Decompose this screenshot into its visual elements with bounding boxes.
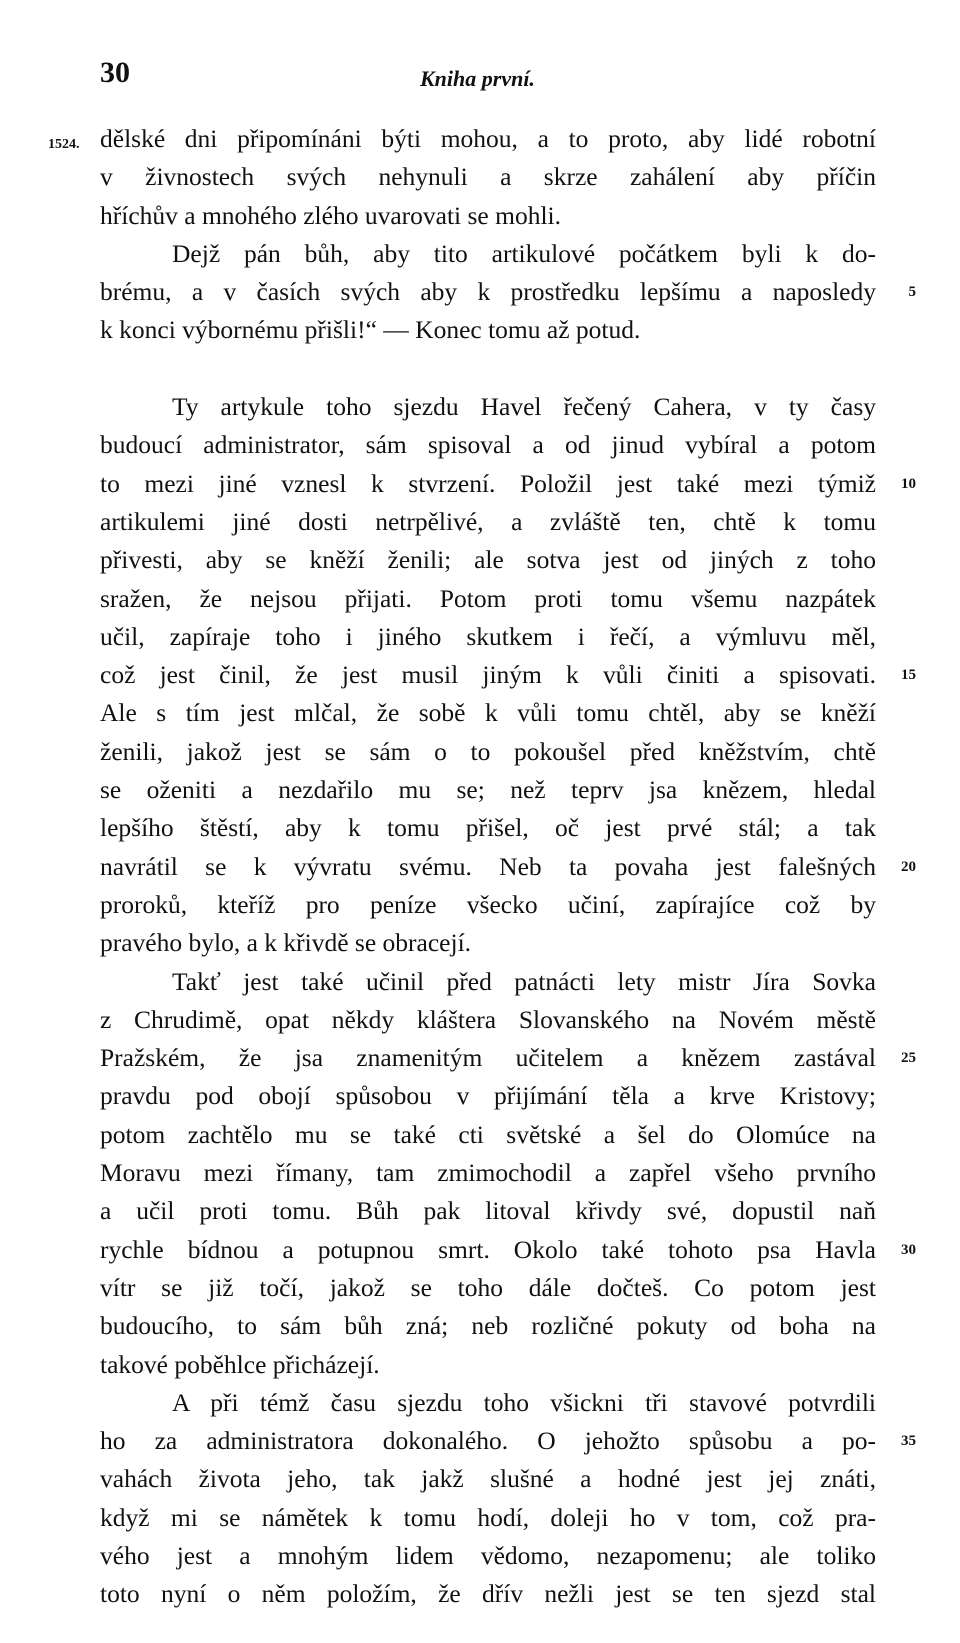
text-line — [100, 120, 876, 158]
line-text: to mezi jiné vznesl k stvrzení. Položil jest také mezi týmiž — [100, 468, 876, 498]
line-number: 25 — [901, 1050, 916, 1067]
line-text: proroků, kteříž pro peníze všecko učiní, zapírajíce což by — [100, 889, 876, 919]
margin-year: 1524. — [48, 137, 80, 152]
text-line — [100, 197, 876, 235]
text-line — [100, 656, 916, 694]
line-text: Pražském, že jsa znamenitým učitelem a knězem zastával — [100, 1043, 876, 1073]
line-text: k konci výbornému přišli!“ — Konec tomu až potud. — [100, 315, 641, 345]
text-line — [100, 541, 876, 579]
paragraph-gap — [100, 350, 876, 388]
line-text: brému, a v časích svých aby k prostředku lepšímu a naposledy — [100, 277, 876, 307]
line-text: lepšího štěstí, aby k tomu přišel, oč jest prvé stál; a tak — [100, 813, 876, 843]
line-text: A při témž času sjezdu toho všickni tři stavové potvrdili — [172, 1387, 876, 1417]
text-line — [100, 426, 876, 464]
text-line — [100, 1192, 876, 1230]
text-line — [100, 1269, 876, 1307]
line-text: potom zachtělo mu se také cti světské a šel do Olomúce na — [100, 1119, 876, 1149]
line-text: učil, zapíraje toho i jiného skutkem i řečí, a výmluvu měl, — [100, 621, 876, 651]
line-text: Moravu mezi římany, tam zmimochodil a zapřel všeho prvního — [100, 1158, 876, 1188]
line-text: dělské dni připomínáni býti mohou, a to proto, aby lidé robotní — [100, 124, 876, 153]
text-line — [100, 1422, 916, 1460]
line-text: toto nyní o něm položím, že dřív nežli jest se ten sjezd stal — [100, 1579, 876, 1609]
text-line — [100, 1231, 916, 1269]
line-text: budoucí administrator, sám spisoval a od jinud vybíral a potom — [100, 430, 876, 460]
line-text: ho za administratora dokonalého. O jehožto spůsobu a po- — [100, 1426, 876, 1456]
line-number: 30 — [901, 1241, 916, 1258]
line-text: když mi se námětek k tomu hodí, doleji ho v tom, což pra- — [100, 1502, 876, 1532]
text-line — [100, 1307, 876, 1345]
line-text: sražen, že nejsou přijati. Potom proti tomu všemu nazpátek — [100, 583, 876, 613]
text-line — [100, 1077, 876, 1115]
text-line — [100, 1460, 876, 1498]
text-line — [100, 1537, 876, 1575]
line-text: budoucího, to sám bůh zná; neb rozličné pokuty od boha na — [100, 1311, 876, 1341]
text-line — [100, 273, 916, 311]
line-text: se oženiti a nezdařilo mu se; než teprv jsa knězem, hledal — [100, 775, 876, 805]
line-text: artikulemi jiné dosti netrpělivé, a zvláště ten, chtě k tomu — [100, 506, 876, 536]
line-number: 5 — [908, 284, 916, 301]
text-line — [100, 618, 876, 656]
line-text: což jest činil, že jest musil jiným k vůli činiti a spisovati. — [100, 660, 876, 690]
line-text: takové poběhlce přicházejí. — [100, 1349, 380, 1379]
page-number: 30 — [100, 56, 130, 89]
text-line — [100, 694, 876, 732]
line-text: pravdu pod obojí spůsobou v přijímání těla a krve Kristovy; — [100, 1081, 876, 1111]
text-line — [100, 580, 876, 618]
line-number: 20 — [901, 858, 916, 875]
text-line — [100, 1039, 916, 1077]
line-text: přivesti, aby se kněží ženili; ale sotva jest od jiných z toho — [100, 545, 876, 575]
text-line — [100, 924, 876, 962]
text-line — [100, 733, 876, 771]
text-line — [100, 1499, 876, 1537]
text-line — [100, 1346, 876, 1384]
text-line — [100, 503, 876, 541]
line-text: navrátil se k vývratu svému. Neb ta povaha jest falešných — [100, 851, 876, 881]
line-text: vého jest a mnohým lidem vědomo, nezapomenu; ale toliko — [100, 1540, 876, 1570]
line-text: v živnostech svých nehynuli a skrze zahálení aby příčin — [100, 162, 876, 192]
line-text: hříchův a mnohého zlého uvarovati se mohli. — [100, 200, 562, 230]
line-text: pravého bylo, a k křivdě se obracejí. — [100, 928, 472, 958]
text-line — [100, 963, 876, 1001]
line-text: Ty artykule toho sjezdu Havel řečený Cahera, v ty časy — [172, 392, 876, 422]
line-text: a učil proti tomu. Bůh pak litoval křivdy své, dopustil naň — [100, 1196, 876, 1226]
line-text: rychle bídnou a potupnou smrt. Okolo také tohoto psa Havla — [100, 1234, 876, 1264]
line-text: Takť jest také učinil před patnácti lety mistr Jíra Sovka — [172, 966, 876, 996]
line-text: Dejž pán bůh, aby tito artikulové počátkem byli k do- — [172, 238, 876, 268]
text-body — [100, 120, 916, 1614]
line-text: Ale s tím jest mlčal, že sobě k vůli tomu chtěl, aby se kněží — [100, 698, 876, 728]
line-text: ženili, jakož jest se sám o to pokoušel před kněžstvím, chtě — [100, 736, 876, 766]
text-line — [100, 1384, 876, 1422]
text-line — [100, 771, 876, 809]
text-line — [100, 465, 916, 503]
text-line — [100, 809, 876, 847]
text-line — [100, 1575, 876, 1613]
line-number: 35 — [901, 1433, 916, 1450]
text-line — [100, 311, 876, 349]
text-line — [100, 158, 876, 196]
text-line — [100, 848, 916, 886]
text-line — [100, 1154, 876, 1192]
text-line — [100, 886, 876, 924]
line-text: z Chrudimě, opat někdy kláštera Slovanského na Novém městě — [100, 1004, 876, 1034]
text-line — [100, 1116, 876, 1154]
line-number: 10 — [901, 475, 916, 492]
line-number: 15 — [901, 667, 916, 684]
text-line — [100, 235, 876, 273]
line-text: vahách života jeho, tak jakž slušné a hodné jest jej znáti, — [100, 1464, 876, 1494]
text-line — [100, 1001, 876, 1039]
line-text: vítr se již točí, jakož se toho dále dočteš. Co potom jest — [100, 1272, 876, 1302]
text-line — [100, 388, 876, 426]
running-head: Kniha první. — [420, 66, 535, 91]
